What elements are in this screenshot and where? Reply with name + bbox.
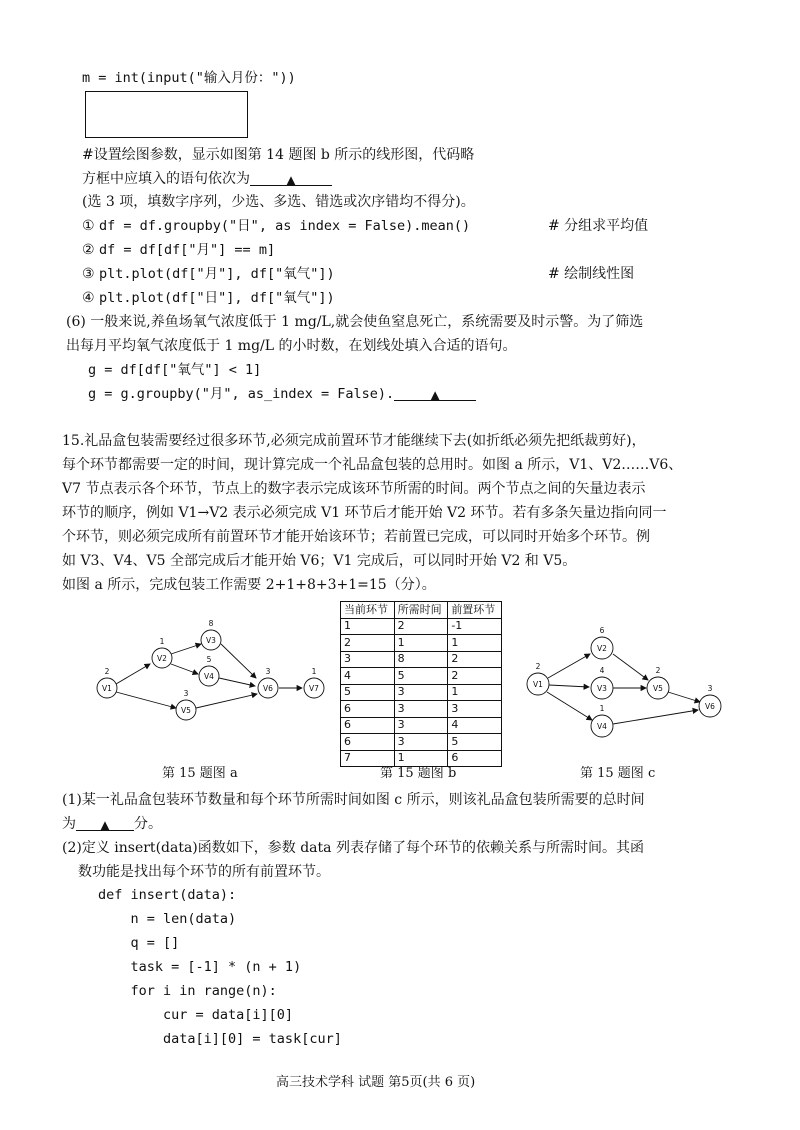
node-weight: 4	[599, 666, 605, 675]
table-row	[341, 684, 502, 701]
option-num: ④	[82, 290, 95, 306]
code-input-line: m = int(input("输入月份："))	[82, 70, 296, 86]
option-num: ③	[82, 266, 95, 282]
q14-6-line1: (6) 一般来说,养鱼场氧气浓度低于 1 mg/L,就会使鱼窒息死亡，系统需要及时示警。为了筛选	[66, 314, 644, 330]
blank-marker: ▲	[100, 818, 110, 832]
q14-6-code2-line	[88, 385, 476, 403]
q15-line-3: V7 节点表示各个环节，节点上的数字表示完成该环节所需的时间。两个节点之间的矢量边表示	[62, 481, 646, 497]
code-line-4: task = [-1] * (n + 1)	[98, 959, 302, 975]
table-row	[341, 717, 502, 734]
code-comment-plot: #设置绘图参数，显示如图第 14 题图 b 所示的线形图，代码略	[82, 147, 475, 163]
table-cell: 5	[448, 734, 502, 751]
edge	[219, 678, 255, 686]
table-cell: 2	[394, 618, 448, 635]
q15-line-2: 每个环节都需要一定的时间，现计算完成一个礼品盒包装的总用时。如图 a 所示，V1、V2……V6、	[62, 457, 683, 473]
table-cell: 2	[448, 668, 502, 685]
edge	[196, 694, 257, 708]
code-line-6: cur = data[i][0]	[98, 1007, 294, 1023]
figure-b-caption: 第 15 题图 b	[380, 766, 457, 781]
node-label: V4	[597, 722, 607, 731]
column-header: 所需时间	[394, 602, 448, 619]
edge	[171, 644, 201, 654]
q15-line-7: 如图 a 所示，完成包装工作需要 2+1+8+3+1=15（分）。	[62, 577, 436, 593]
table-cell: 5	[341, 684, 395, 701]
table-cell: 1	[394, 750, 448, 767]
edge	[171, 664, 198, 674]
q15-2-line1: (2)定义 insert(data)函数如下，参数 data 列表存储了每个环节的依赖关系与所需时间。其函	[62, 840, 644, 856]
node-weight: 1	[159, 637, 165, 646]
node-weight: 5	[206, 655, 212, 664]
edge	[548, 654, 590, 678]
option-1	[82, 217, 470, 235]
edge	[547, 692, 592, 720]
node-label: V4	[204, 672, 214, 681]
q15-1-line2	[62, 815, 162, 833]
blank-marker: ▲	[286, 173, 296, 187]
table-cell: 3	[394, 684, 448, 701]
table-cell: 3	[448, 701, 502, 718]
table-cell: 8	[394, 651, 448, 668]
figure-b-table	[340, 601, 502, 767]
code-line-3: q = []	[98, 935, 180, 951]
table-cell: -1	[448, 618, 502, 635]
q14-6-line2: 出每月平均氧气浓度低于 1 mg/L 的小时数，在划线处填入合适的语句。	[66, 338, 517, 354]
node-weight: 1	[599, 704, 605, 713]
node-label: V7	[309, 684, 319, 693]
answer-blank	[394, 385, 476, 401]
node-label: V1	[102, 684, 112, 693]
edge	[613, 710, 698, 724]
table-cell: 1	[448, 635, 502, 652]
table-row	[341, 734, 502, 751]
table-cell: 3	[394, 734, 448, 751]
page-footer: 高三技术学科 试题 第5页(共 6 页)	[276, 1075, 476, 1090]
table-header-row	[341, 602, 502, 619]
option-code: df = df.groupby("日", as index = False).mean()	[99, 218, 471, 234]
answer-blank	[250, 170, 332, 186]
table-row	[341, 635, 502, 652]
node-label: V5	[653, 684, 663, 693]
node-label: V3	[597, 684, 607, 693]
table-row	[341, 668, 502, 685]
node-label: V3	[206, 636, 216, 645]
q15-1-prefix: 为	[62, 816, 76, 832]
node-weight: 1	[311, 667, 317, 676]
answer-box	[85, 91, 248, 138]
table-cell: 1	[394, 635, 448, 652]
q14-5-prompt	[82, 170, 332, 188]
table-cell: 6	[341, 717, 395, 734]
table-cell: 3	[394, 717, 448, 734]
q14-5-note: (选 3 项，填数字序列，少选、多选、错选或次序错均不得分)。	[82, 194, 475, 210]
table-cell: 7	[341, 750, 395, 767]
option-2	[82, 241, 275, 259]
node-weight: 2	[535, 662, 541, 671]
node-label: V2	[157, 654, 167, 663]
node-weight: 6	[599, 626, 605, 635]
code-line-2: n = len(data)	[98, 911, 237, 927]
node-label: V6	[705, 702, 715, 711]
table-cell: 4	[341, 668, 395, 685]
table-cell: 6	[448, 750, 502, 767]
code-line-1: def insert(data):	[98, 887, 237, 903]
node-weight: 3	[707, 684, 713, 693]
option-code: plt.plot(df["日"], df["氧气"])	[99, 290, 335, 306]
table-row	[341, 618, 502, 635]
q15-2-line2: 数功能是找出每个环节的所有前置环节。	[78, 864, 330, 880]
option-3	[82, 265, 335, 283]
code-line-7: data[i][0] = task[cur]	[98, 1031, 342, 1047]
table-row	[341, 651, 502, 668]
q15-1-line1: (1)某一礼品盒包装环节数量和每个环节所需时间如图 c 所示，则该礼品盒包装所需要的总时间	[62, 792, 645, 808]
edge	[116, 664, 150, 684]
edge	[221, 644, 256, 678]
table-cell: 2	[448, 651, 502, 668]
table-cell: 3	[341, 651, 395, 668]
q15-1-suffix: 分。	[134, 816, 162, 832]
table-cell: 4	[448, 717, 502, 734]
table-cell: 1	[448, 684, 502, 701]
code-line-5: for i in range(n):	[98, 983, 277, 999]
figure-c-caption: 第 15 题图 c	[580, 766, 656, 781]
table-cell: 6	[341, 701, 395, 718]
node-label: V2	[597, 644, 607, 653]
q15-line-5: 个环节，则必须完成所有前置环节才能开始该环节；若前置已完成，可以同时开始多个环节。例	[62, 529, 650, 545]
q14-6-code1: g = df[df["氧气"] < 1]	[88, 362, 262, 378]
option-4	[82, 289, 335, 307]
option-3-comment: # 绘制线性图	[548, 266, 635, 282]
figure-c-graph	[520, 622, 730, 752]
edge	[613, 654, 648, 680]
table-cell: 5	[394, 668, 448, 685]
node-weight: 3	[183, 689, 189, 698]
column-header: 当前环节	[341, 602, 395, 619]
q15-line-6: 如 V3、V4、V5 全部完成后才能开始 V6；V1 完成后，可以同时开始 V2 和 V5。	[62, 553, 577, 569]
option-code: plt.plot(df["月"], df["氧气"])	[99, 266, 335, 282]
node-label: V6	[263, 684, 273, 693]
table-cell: 6	[341, 734, 395, 751]
column-header: 前置环节	[448, 602, 502, 619]
edge	[116, 692, 176, 708]
table-cell: 3	[394, 701, 448, 718]
option-code: df = df[df["月"] == m]	[99, 242, 276, 258]
answer-blank	[76, 815, 134, 831]
table-cell: 2	[341, 635, 395, 652]
node-weight: 2	[655, 666, 661, 675]
option-num: ②	[82, 242, 95, 258]
q15-line-4: 环节的顺序，例如 V1→V2 表示必须完成 V1 环节后才能开始 V2 环节。若有多条矢量边指向同一	[62, 505, 667, 521]
q15-line-1: 15.礼品盒包装需要经过很多环节,必须完成前置环节才能继续下去(如折纸必须先把纸裁剪好)，	[62, 433, 646, 449]
node-weight: 3	[265, 667, 271, 676]
table-row	[341, 701, 502, 718]
node-weight: 8	[208, 619, 214, 628]
q14-5-prompt-text: 方框中应填入的语句依次为	[82, 171, 250, 187]
node-weight: 2	[104, 667, 110, 676]
node-label: V1	[533, 680, 543, 689]
blank-marker: ▲	[430, 388, 440, 402]
figure-a-graph	[90, 620, 330, 750]
figure-a-caption: 第 15 题图 a	[162, 766, 238, 781]
edge	[668, 692, 700, 702]
option-1-comment: # 分组求平均值	[548, 218, 649, 234]
table-cell: 1	[341, 618, 395, 635]
q14-6-code2: g = g.groupby("月", as_index = False).	[88, 386, 395, 402]
node-label: V5	[181, 706, 191, 715]
option-num: ①	[82, 218, 95, 234]
edge	[549, 685, 589, 687]
